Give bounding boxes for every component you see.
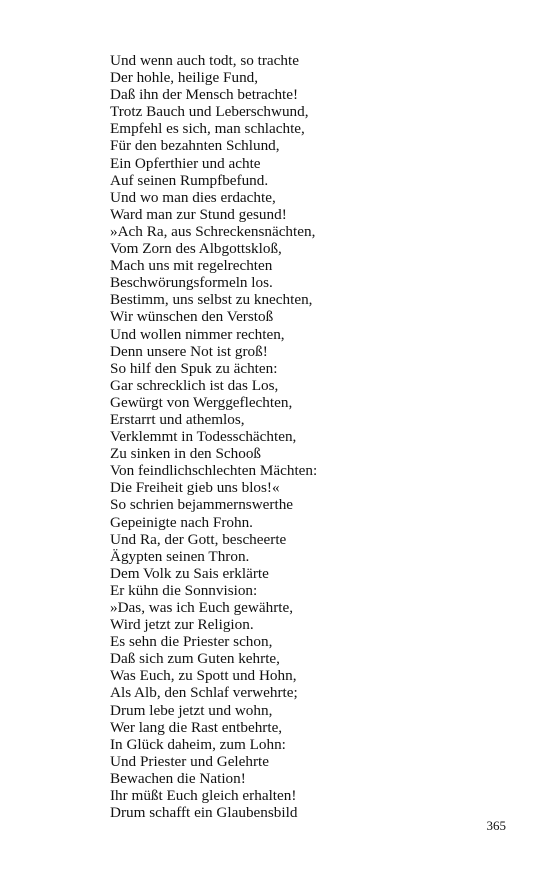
poem-line: Der hohle, heilige Fund, <box>110 69 259 87</box>
poem-line: So schrien bejammernswerthe <box>110 496 294 514</box>
poem-line: Denn unsere Not ist groß! <box>110 342 268 360</box>
poem-line: Bewachen die Nation! <box>110 769 246 787</box>
poem-line: Wer lang die Rast entbehrte, <box>110 718 283 736</box>
poem-line: Dem Volk zu Sais erklärte <box>110 564 269 582</box>
poem-line: Erstarrt und athemlos, <box>110 410 245 428</box>
poem-line: Die Freiheit gieb uns blos!« <box>110 479 280 497</box>
poem-line: Auf seinen Rumpfbefund. <box>110 171 269 189</box>
poem-line: Und Priester und Gelehrte <box>110 752 270 770</box>
poem-text <box>110 52 317 821</box>
poem-line: Was Euch, zu Spott und Hohn, <box>110 667 297 685</box>
poem-line: Empfehl es sich, man schlachte, <box>110 120 305 138</box>
poem-line: Zu sinken in den Schooß <box>110 445 262 463</box>
page-number: 365 <box>486 818 506 833</box>
poem-line: Verklemmt in Todesschächten, <box>110 428 297 446</box>
poem-line: Und Ra, der Gott, bescheerte <box>110 530 287 548</box>
poem-line: Und wollen nimmer rechten, <box>110 325 285 343</box>
poem-line: Mach uns mit regelrechten <box>110 257 273 275</box>
poem-line: Daß ihn der Mensch betrachte! <box>110 86 299 104</box>
poem-line: »Ach Ra, aus Schreckensnächten, <box>110 222 316 240</box>
poem-line: So hilf den Spuk zu ächten: <box>110 359 278 377</box>
poem-line: Ward man zur Stund gesund! <box>110 205 287 223</box>
poem-line: Daß sich zum Guten kehrte, <box>110 650 280 668</box>
poem-line: Er kühn die Sonnvision: <box>110 581 258 599</box>
poem-line: Gepeinigte nach Frohn. <box>110 513 253 531</box>
poem-line: Ein Opferthier und achte <box>110 154 261 172</box>
poem-line: Bestimm, uns selbst zu knechten, <box>110 291 313 309</box>
poem-line: Gar schrecklich ist das Los, <box>110 376 279 394</box>
poem-line: Wir wünschen den Verstoß <box>110 308 274 326</box>
poem-line: Beschwörungsformeln los. <box>110 274 273 292</box>
poem-line: Drum schafft ein Glaubensbild <box>110 804 298 822</box>
poem-line: Drum lebe jetzt und wohn, <box>110 701 273 719</box>
poem-line: Und wenn auch todt, so trachte <box>110 52 299 69</box>
poem-line: Es sehn die Priester schon, <box>110 633 273 651</box>
poem-line: Trotz Bauch und Leberschwund, <box>110 103 309 121</box>
poem-line: Wird jetzt zur Religion. <box>110 616 254 634</box>
poem-line: Für den bezahnten Schlund, <box>110 137 280 155</box>
poem-line: »Das, was ich Euch gewährte, <box>110 599 294 616</box>
poem-line: Von feindlichschlechten Mächten: <box>110 462 318 480</box>
poem-line: In Glück daheim, zum Lohn: <box>110 735 286 753</box>
poem-line: Und wo man dies erdachte, <box>110 188 276 206</box>
poem-line: Vom Zorn des Albgottskloß, <box>110 240 282 258</box>
poem-line: Ägypten seinen Thron. <box>110 547 250 565</box>
poem-line: Ihr müßt Euch gleich erhalten! <box>110 787 297 805</box>
poem-line: Gewürgt von Werggeflechten, <box>110 393 293 411</box>
poem-line: Als Alb, den Schlaf verwehrte; <box>110 684 298 702</box>
